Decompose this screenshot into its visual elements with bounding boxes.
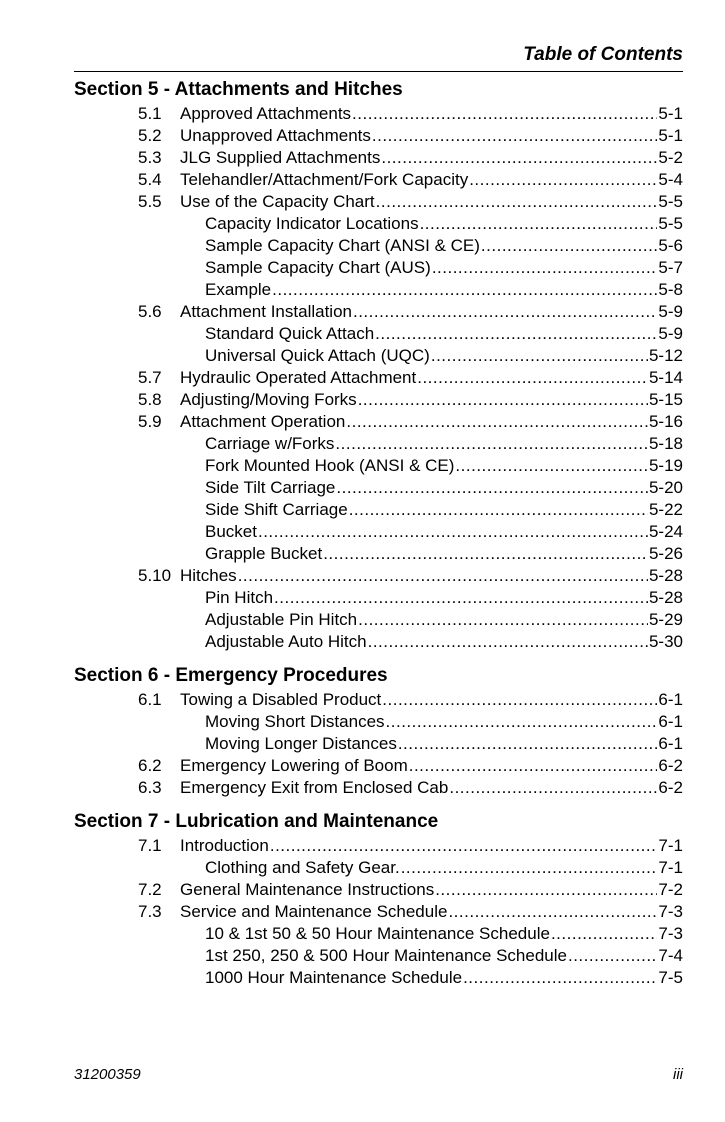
table-of-contents: [74, 77, 683, 989]
toc-entry[interactable]: [74, 455, 683, 477]
toc-entry[interactable]: [74, 191, 683, 213]
dot-leader: [448, 901, 657, 923]
toc-entry-number: 5.1: [138, 104, 162, 123]
toc-entry-title: Capacity Indicator Locations: [205, 214, 419, 233]
dot-leader: [376, 191, 658, 213]
toc-entry-title: Sample Capacity Chart (ANSI & CE): [205, 236, 480, 255]
toc-entry-page: 5-5: [658, 192, 683, 211]
toc-entry-page: 5-28: [648, 588, 683, 607]
section-heading: Section 7 - Lubrication and Maintenance: [74, 811, 439, 832]
toc-entry-title: Hydraulic Operated Attachment: [180, 368, 417, 387]
toc-entry-title: Pin Hitch: [205, 588, 274, 607]
toc-entry-title: Approved Attachments: [180, 104, 352, 123]
toc-entry[interactable]: [74, 279, 683, 301]
toc-entry[interactable]: [74, 543, 683, 565]
toc-entry-page: 5-14: [648, 368, 683, 387]
dot-leader: [409, 755, 658, 777]
dot-leader: [417, 367, 648, 389]
toc-entry-page: 5-8: [658, 280, 683, 299]
toc-entry[interactable]: [74, 945, 683, 967]
toc-entry-number: 5.2: [138, 126, 162, 145]
toc-entry[interactable]: [74, 733, 683, 755]
toc-entry-page: 5-22: [648, 500, 683, 519]
toc-entry-page: 6-1: [658, 734, 683, 753]
toc-entry[interactable]: [74, 499, 683, 521]
toc-entry[interactable]: [74, 235, 683, 257]
toc-entry[interactable]: [74, 857, 683, 879]
toc-entry-page: 5-24: [648, 522, 683, 541]
section-heading: Section 6 - Emergency Procedures: [74, 665, 388, 686]
dot-leader: [336, 477, 648, 499]
toc-entry[interactable]: [74, 125, 683, 147]
toc-entry[interactable]: [74, 477, 683, 499]
toc-entry-page: 6-1: [658, 690, 683, 709]
toc-entry[interactable]: [74, 967, 683, 989]
toc-entry-page: 5-18: [648, 434, 683, 453]
toc-entry-page: 7-5: [658, 968, 683, 987]
toc-entry-page: 5-1: [658, 104, 683, 123]
toc-entry-page: 5-15: [648, 390, 683, 409]
section-heading: Section 5 - Attachments and Hitches: [74, 79, 403, 100]
toc-entry-title: General Maintenance Instructions: [180, 880, 435, 899]
toc-entry-number: 5.10: [138, 566, 172, 585]
toc-entry-number: 5.8: [138, 390, 162, 409]
dot-leader: [346, 411, 648, 433]
page-number: iii: [673, 1066, 683, 1083]
dot-leader: [270, 835, 658, 857]
toc-entry-title: Hitches: [180, 566, 237, 585]
toc-entry-page: 5-19: [648, 456, 683, 475]
toc-entry-page: 5-28: [648, 566, 683, 585]
toc-entry-title: Attachment Operation: [180, 412, 346, 431]
dot-leader: [349, 499, 648, 521]
toc-entry-page: 7-4: [658, 946, 683, 965]
toc-entry[interactable]: [74, 521, 683, 543]
toc-entry-title: Fork Mounted Hook (ANSI & CE): [205, 456, 455, 475]
toc-entry-number: 5.7: [138, 368, 162, 387]
toc-entry[interactable]: [74, 389, 683, 411]
toc-entry[interactable]: [74, 711, 683, 733]
toc-entry-title: Telehandler/Attachment/Fork Capacity: [180, 170, 469, 189]
document-number: 31200359: [74, 1066, 141, 1083]
dot-leader: [375, 323, 657, 345]
dot-leader: [368, 631, 648, 653]
dot-leader: [568, 945, 657, 967]
toc-entry[interactable]: [74, 565, 683, 587]
toc-entry[interactable]: [74, 923, 683, 945]
toc-entry-page: 7-3: [658, 902, 683, 921]
toc-entry-page: 5-30: [648, 632, 683, 651]
toc-entry[interactable]: [74, 631, 683, 653]
toc-entry-title: Universal Quick Attach (UQC): [205, 346, 430, 365]
toc-entry-title: Introduction: [180, 836, 269, 855]
dot-leader: [431, 345, 648, 367]
dot-leader: [372, 125, 658, 147]
toc-entry-page: 5-9: [658, 324, 683, 343]
toc-entry-number: 5.4: [138, 170, 162, 189]
toc-entry-page: 5-4: [658, 170, 683, 189]
toc-entry-page: 7-3: [658, 924, 683, 943]
dot-leader: [274, 587, 648, 609]
toc-entry[interactable]: [74, 433, 683, 455]
toc-entry[interactable]: [74, 879, 683, 901]
toc-entry[interactable]: [74, 345, 683, 367]
toc-entry[interactable]: [74, 367, 683, 389]
dot-leader: [238, 565, 648, 587]
toc-entry[interactable]: [74, 169, 683, 191]
toc-entry-number: 5.6: [138, 302, 162, 321]
toc-entry-number: 7.2: [138, 880, 162, 899]
toc-entry-title: Standard Quick Attach: [205, 324, 375, 343]
dot-leader: [358, 389, 648, 411]
toc-entry-page: 5-6: [658, 236, 683, 255]
dot-leader: [481, 235, 658, 257]
toc-entry-number: 6.1: [138, 690, 162, 709]
toc-entry-title: Attachment Installation: [180, 302, 352, 321]
toc-entry-page: 5-2: [658, 148, 683, 167]
toc-entry-number: 5.5: [138, 192, 162, 211]
toc-entry[interactable]: [74, 689, 683, 711]
toc-entry-number: 7.3: [138, 902, 162, 921]
toc-entry-page: 5-7: [658, 258, 683, 277]
toc-entry-page: 5-26: [648, 544, 683, 563]
toc-entry-title: Unapproved Attachments: [180, 126, 371, 145]
toc-entry-page: 5-16: [648, 412, 683, 431]
toc-entry-number: 6.3: [138, 778, 162, 797]
toc-entry-title: 1000 Hour Maintenance Schedule: [205, 968, 463, 987]
toc-entry-title: Grapple Bucket: [205, 544, 323, 563]
toc-entry[interactable]: [74, 835, 683, 857]
dot-leader: [382, 689, 657, 711]
dot-leader: [272, 279, 657, 301]
toc-entry-title: Emergency Exit from Enclosed Cab: [180, 778, 449, 797]
toc-entry-number: 5.3: [138, 148, 162, 167]
toc-entry-title: Moving Longer Distances: [205, 734, 397, 753]
dot-leader: [323, 543, 648, 565]
dot-leader: [352, 103, 657, 125]
toc-entry-page: 7-1: [658, 836, 683, 855]
toc-entry-number: 7.1: [138, 836, 162, 855]
toc-entry-page: 5-9: [658, 302, 683, 321]
toc-entry[interactable]: [74, 147, 683, 169]
toc-entry-title: Adjustable Pin Hitch: [205, 610, 358, 629]
toc-entry-number: 5.9: [138, 412, 162, 431]
toc-entry-title: Side Tilt Carriage: [205, 478, 336, 497]
toc-entry-title: Use of the Capacity Chart: [180, 192, 375, 211]
toc-entry[interactable]: [74, 257, 683, 279]
dot-leader: [258, 521, 648, 543]
dot-leader: [463, 967, 657, 989]
dot-leader: [449, 777, 657, 799]
toc-entry-page: 5-5: [658, 214, 683, 233]
toc-entry-title: Side Shift Carriage: [205, 500, 348, 519]
toc-entry[interactable]: [74, 609, 683, 631]
toc-entry-title: Sample Capacity Chart (AUS): [205, 258, 431, 277]
toc-entry-title: Adjustable Auto Hitch: [205, 632, 367, 651]
toc-entry[interactable]: [74, 213, 683, 235]
toc-entry[interactable]: [74, 411, 683, 433]
toc-entry-page: 5-1: [658, 126, 683, 145]
toc-entry[interactable]: [74, 323, 683, 345]
dot-leader: [401, 857, 658, 879]
toc-entry-page: 5-12: [648, 346, 683, 365]
dot-leader: [455, 455, 648, 477]
toc-entry-title: Example: [205, 280, 272, 299]
toc-entry-title: Moving Short Distances: [205, 712, 385, 731]
header-rule: [74, 71, 683, 72]
toc-entry-title: 10 & 1st 50 & 50 Hour Maintenance Schedule: [205, 924, 550, 943]
toc-entry-title: Emergency Lowering of Boom: [180, 756, 408, 775]
toc-entry-page: 7-1: [658, 858, 683, 877]
toc-entry-title: Service and Maintenance Schedule: [180, 902, 448, 921]
dot-leader: [432, 257, 658, 279]
toc-entry-title: 1st 250, 250 & 500 Hour Maintenance Schedule: [205, 946, 567, 965]
toc-entry-title: Towing a Disabled Product: [180, 690, 382, 709]
dot-leader: [353, 301, 657, 323]
toc-entry-page: 6-2: [658, 778, 683, 797]
toc-entry-title: JLG Supplied Attachments: [180, 148, 381, 167]
toc-entry-number: 6.2: [138, 756, 162, 775]
page-header-title: Table of Contents: [523, 44, 683, 65]
toc-entry-title: Bucket: [205, 522, 257, 541]
toc-entry[interactable]: [74, 103, 683, 125]
toc-entry[interactable]: [74, 777, 683, 799]
toc-entry[interactable]: [74, 901, 683, 923]
toc-entry-page: 5-29: [648, 610, 683, 629]
dot-leader: [358, 609, 648, 631]
toc-entry-page: 7-2: [658, 880, 683, 899]
dot-leader: [420, 213, 658, 235]
toc-entry-page: 6-1: [658, 712, 683, 731]
toc-entry-page: 6-2: [658, 756, 683, 775]
toc-entry-page: 5-20: [648, 478, 683, 497]
toc-entry-title: Clothing and Safety Gear.: [205, 858, 400, 877]
toc-entry[interactable]: [74, 587, 683, 609]
toc-entry-title: Carriage w/Forks: [205, 434, 335, 453]
dot-leader: [469, 169, 657, 191]
dot-leader: [386, 711, 658, 733]
dot-leader: [435, 879, 657, 901]
toc-entry-title: Adjusting/Moving Forks: [180, 390, 357, 409]
dot-leader: [381, 147, 657, 169]
dot-leader: [398, 733, 658, 755]
toc-entry[interactable]: [74, 755, 683, 777]
dot-leader: [335, 433, 648, 455]
toc-entry[interactable]: [74, 301, 683, 323]
dot-leader: [551, 923, 657, 945]
